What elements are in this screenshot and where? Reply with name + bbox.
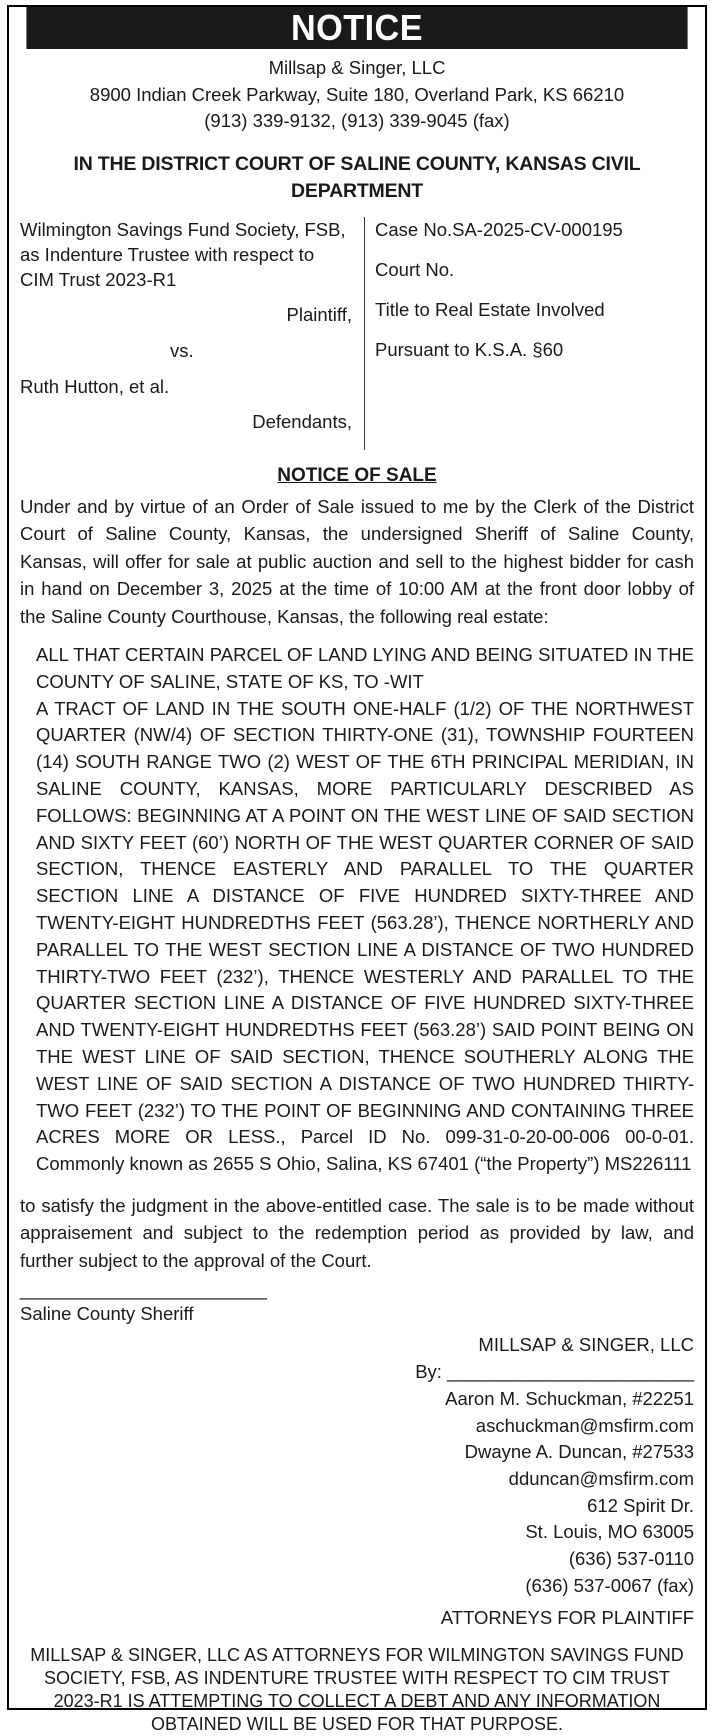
attorney-firm: MILLSAP & SINGER, LLC: [478, 1334, 694, 1356]
case-number: Case No.SA-2025-CV-000195: [375, 218, 623, 240]
attorney-name: Dwayne A. Duncan, #27533: [464, 1441, 694, 1463]
attorney-email: dduncan@msfirm.com: [508, 1467, 694, 1489]
versus: vs.: [170, 339, 194, 361]
case-info: [365, 217, 623, 450]
legal-paragraph: A TRACT OF LAND IN THE SOUTH ONE-HALF (1/2) OF THE NORTHWEST QUARTER (NW/4) OF SECTION THIRTY-ONE (31), TOWNSHIP FOURTEEN (14) SOUTH RANGE TWO (2) WEST OF THE 6TH PRINCIPAL MERIDIAN, IN SALINE COUNTY, KANSAS, MORE PARTICULARLY DESCRIBED AS FOLLOWS: BEGINNING AT A POINT ON THE WEST LINE OF SAID SECTION AND SIXTY FEET (60’) NORTH OF THE WEST QUARTER CORNER OF SAID SECTION, THENCE EASTERLY AND PARALLEL TO THE QUARTER SECTION LINE A DISTANCE OF FIVE HUNDRED SIXTY-THREE AND TWENTY-EIGHT HUNDREDTHS FEET (563.28’), THENCE NORTHERLY AND PARALLEL TO THE WEST SECTION LINE A DISTANCE OF TWO HUNDRED THIRTY-TWO FEET (232’), THENCE WESTERLY AND PARALLEL TO THE QUARTER SECTION LINE A DISTANCE OF FIVE HUNDRED SIXTY-THREE AND TWENTY-EIGHT HUNDREDTHS FEET (563.28’) SAID POINT BEING ON THE WEST LINE OF SAID SECTION, THENCE SOUTHERLY ALONG THE WEST LINE OF SAID SECTION A DISTANCE OF TWO HUNDRED THIRTY-TWO FEET (232’) TO THE POINT OF BEGINNING AND CONTAINING THREE ACRES MORE OR LESS., Parcel ID No. 099-31-0-20-00-006 00-0-01. Commonly known as 2655 S Ohio, Salina, KS 67401 (“the Property”) MS226111: [36, 697, 694, 1175]
pursuant-line: Pursuant to K.S.A. §60: [375, 338, 564, 360]
notice-banner: NOTICE: [26, 7, 687, 49]
intro-paragraph: Under and by virtue of an Order of Sale issued to me by the Clerk of the District Court of Saline County, Kansas, the undersigned Sheriff of Saline County, Kansas, will offer for sale at public auction and sell to the highest bidder for cash in hand on December 3, 2025 at the time of 10:00 AM at the front door lobby of the Saline County Courthouse, Kansas, the following real estate:: [20, 495, 694, 627]
attorney-by-line: By: ________________________: [415, 1361, 694, 1383]
plaintiff-line: as Indenture Trustee with respect to: [20, 243, 315, 265]
legal-paragraph: ALL THAT CERTAIN PARCEL OF LAND LYING AND BEING SITUATED IN THE COUNTY OF SALINE, STATE OF KS, TO -WIT: [36, 644, 694, 692]
plaintiff-line: Wilmington Savings Fund Society, FSB,: [20, 218, 346, 240]
plaintiff-line: CIM Trust 2023-R1: [20, 268, 177, 290]
parties: [20, 217, 365, 450]
legal-description: [36, 642, 694, 1178]
attorney-block: [20, 1332, 694, 1632]
attorney-street: 612 Spirit Dr.: [587, 1494, 694, 1516]
court-number: Court No.: [375, 258, 455, 280]
debt-disclaimer: MILLSAP & SINGER, LLC AS ATTORNEYS FOR WILMINGTON SAVINGS FUND SOCIETY, FSB, AS INDENTURE TRUSTEE WITH RESPECT TO CIM TRUST 2023-R1 IS ATTEMPTING TO COLLECT A DEBT AND ANY INFORMATION OBTAINED WILL BE USED FOR THAT PURPOSE.: [30, 1645, 684, 1735]
sheriff-signature: [20, 1278, 694, 1326]
firm-header: [9, 55, 705, 135]
attorney-city: St. Louis, MO 63005: [525, 1521, 694, 1543]
attorney-name: Aaron M. Schuckman, #22251: [445, 1387, 694, 1409]
sheriff-label: Saline County Sheriff: [20, 1303, 194, 1325]
firm-address: 8900 Indian Creek Parkway, Suite 180, Overland Park, KS 66210: [89, 83, 625, 105]
attorney-email: aschuckman@msfirm.com: [475, 1414, 694, 1436]
defendant-label: Defendants,: [252, 410, 352, 432]
firm-name: Millsap & Singer, LLC: [268, 57, 446, 78]
plaintiff-label: Plaintiff,: [286, 303, 352, 325]
case-caption: [20, 217, 694, 450]
legal-notice: [7, 5, 707, 1735]
firm-phones: (913) 339-9132, (913) 339-9045 (fax): [204, 110, 510, 131]
attorney-fax: (636) 537-0067 (fax): [525, 1574, 694, 1596]
court-heading: IN THE DISTRICT COURT OF SALINE COUNTY, KANSAS CIVIL DEPARTMENT: [73, 152, 641, 202]
section-title: NOTICE OF SALE: [277, 464, 437, 486]
title-line: Title to Real Estate Involved: [375, 298, 605, 320]
defendant-name: Ruth Hutton, et al.: [20, 375, 170, 397]
signature-line: ________________________: [20, 1279, 267, 1301]
attorney-phone: (636) 537-0110: [568, 1548, 694, 1570]
attorney-role: ATTORNEYS FOR PLAINTIFF: [440, 1607, 694, 1629]
closing-paragraph: to satisfy the judgment in the above-entitled case. The sale is to be made without appraisement and subject to the redemption period as provided by law, and further subject to the approval of the Court.: [20, 1194, 694, 1271]
